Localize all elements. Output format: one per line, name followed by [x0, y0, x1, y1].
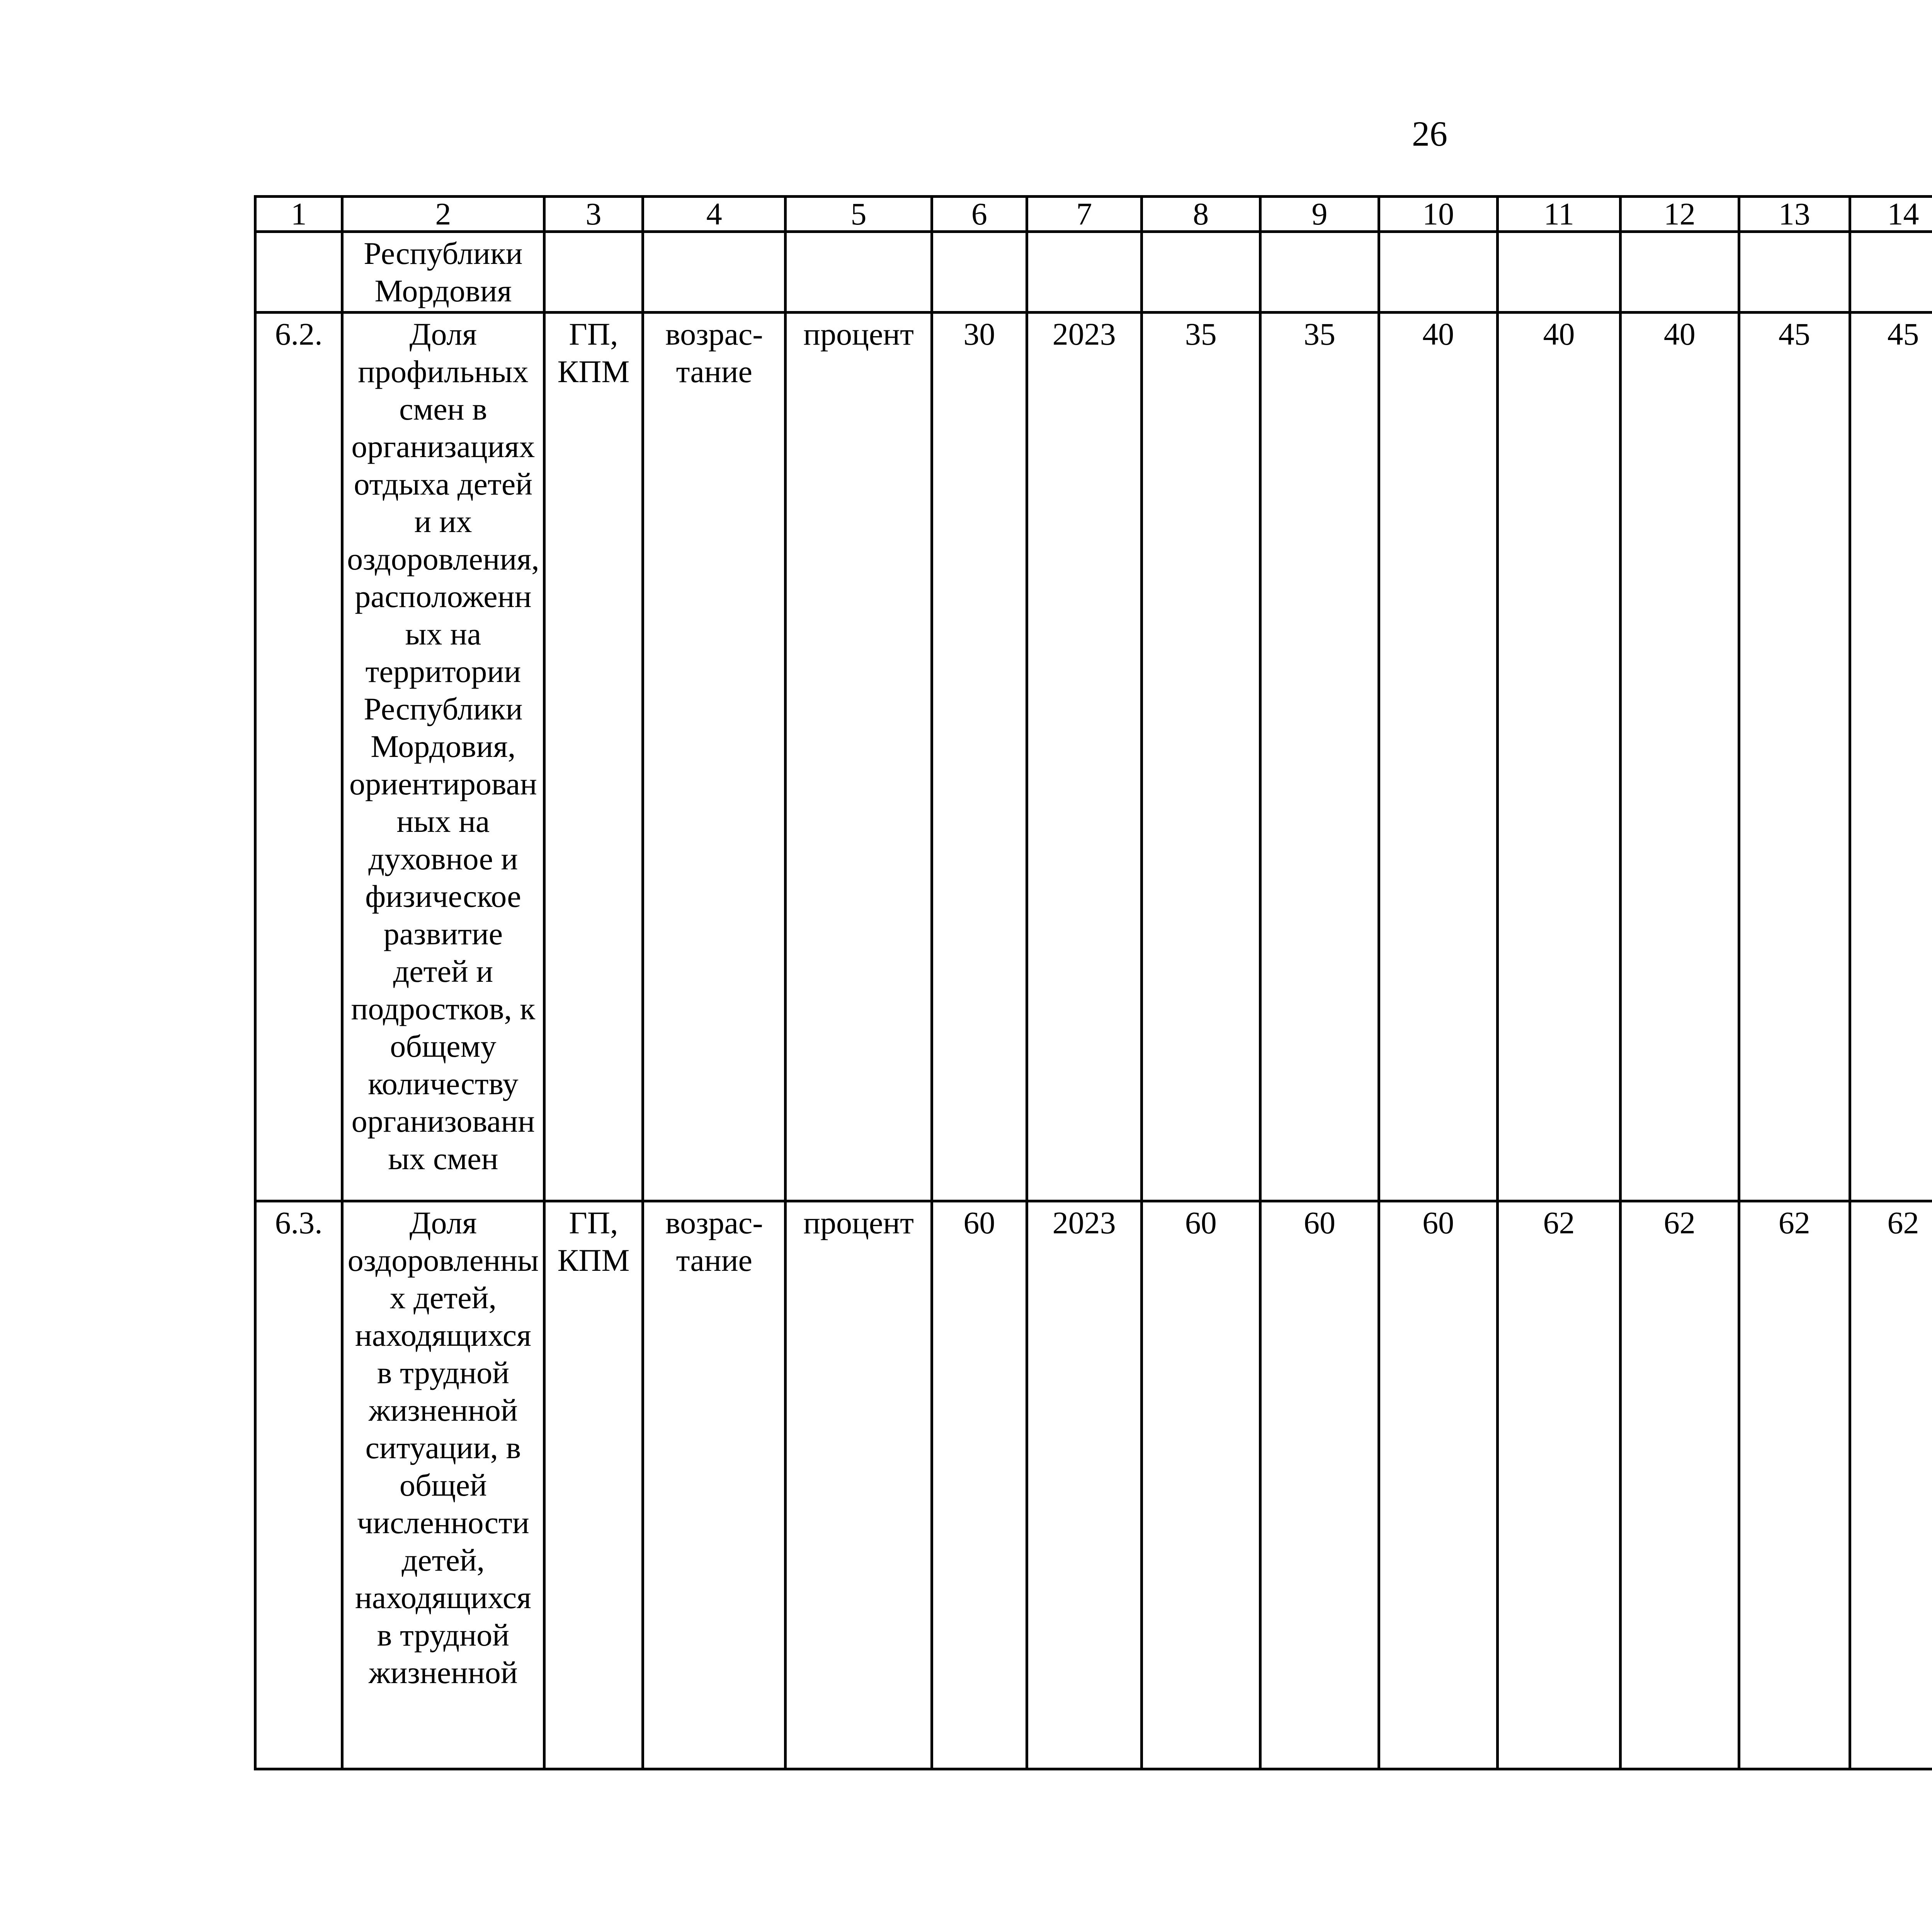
indicator-type: ГП, КПМ — [544, 1201, 643, 1769]
col-number: 11 — [1498, 197, 1620, 232]
col-number: 7 — [1027, 197, 1141, 232]
year-value: 35 — [1260, 313, 1379, 1201]
page-number: 26 — [1412, 114, 1447, 153]
row-number: 6.2. — [255, 313, 342, 1201]
year-value: 62 — [1620, 1201, 1739, 1769]
col-number: 13 — [1739, 197, 1850, 232]
unit: процент — [786, 1201, 932, 1769]
year-value: 62 — [1498, 1201, 1620, 1769]
col-number: 2 — [342, 197, 544, 232]
year-value: 62 — [1850, 1201, 1932, 1769]
col-number: 9 — [1260, 197, 1379, 232]
year-value: 35 — [1141, 313, 1260, 1201]
col-number: 3 — [544, 197, 643, 232]
year-value: 60 — [1379, 1201, 1498, 1769]
col-number: 14 — [1850, 197, 1932, 232]
year-value: 62 — [1739, 1201, 1850, 1769]
year-value: 40 — [1498, 313, 1620, 1201]
year-value: 45 — [1739, 313, 1850, 1201]
year-value: 40 — [1620, 313, 1739, 1201]
continuation-row — [255, 232, 1932, 313]
indicator-type: ГП, КПМ — [544, 313, 643, 1201]
row-number: 6.3. — [255, 1201, 342, 1769]
base-year: 2023 — [1027, 1201, 1141, 1769]
year-value: 45 — [1850, 313, 1932, 1201]
col-number: 6 — [932, 197, 1027, 232]
unit: процент — [786, 313, 932, 1201]
col-number: 1 — [255, 197, 342, 232]
col-number: 10 — [1379, 197, 1498, 232]
col-number: 4 — [643, 197, 786, 232]
indicator-name: Доля профильных смен в организациях отдыха детей и их оздоровления, расположенных на территории Республики Мордовия, ориентированных на духовное и физическое развитие детей и подростков, к общему количеству организованных смен — [342, 313, 544, 1201]
column-number-row — [255, 197, 1932, 232]
indicator-direction: возрас- тание — [643, 313, 786, 1201]
indicator-direction: возрас- тание — [643, 1201, 786, 1769]
col-number: 12 — [1620, 197, 1739, 232]
col-number: 5 — [786, 197, 932, 232]
col-number: 8 — [1141, 197, 1260, 232]
indicators-table — [254, 195, 1932, 1770]
table-row — [255, 313, 1932, 1201]
table-row — [255, 1201, 1932, 1769]
base-year: 2023 — [1027, 313, 1141, 1201]
indicator-name-continued: Республики Мордовия — [342, 232, 544, 313]
year-value: 60 — [1141, 1201, 1260, 1769]
base-value: 60 — [932, 1201, 1027, 1769]
year-value: 60 — [1260, 1201, 1379, 1769]
indicator-name: Доля оздоровленных детей, находящихся в трудной жизненной ситуации, в общей численности детей, находящихся в трудной жизненной — [342, 1201, 544, 1769]
base-value: 30 — [932, 313, 1027, 1201]
year-value: 40 — [1379, 313, 1498, 1201]
